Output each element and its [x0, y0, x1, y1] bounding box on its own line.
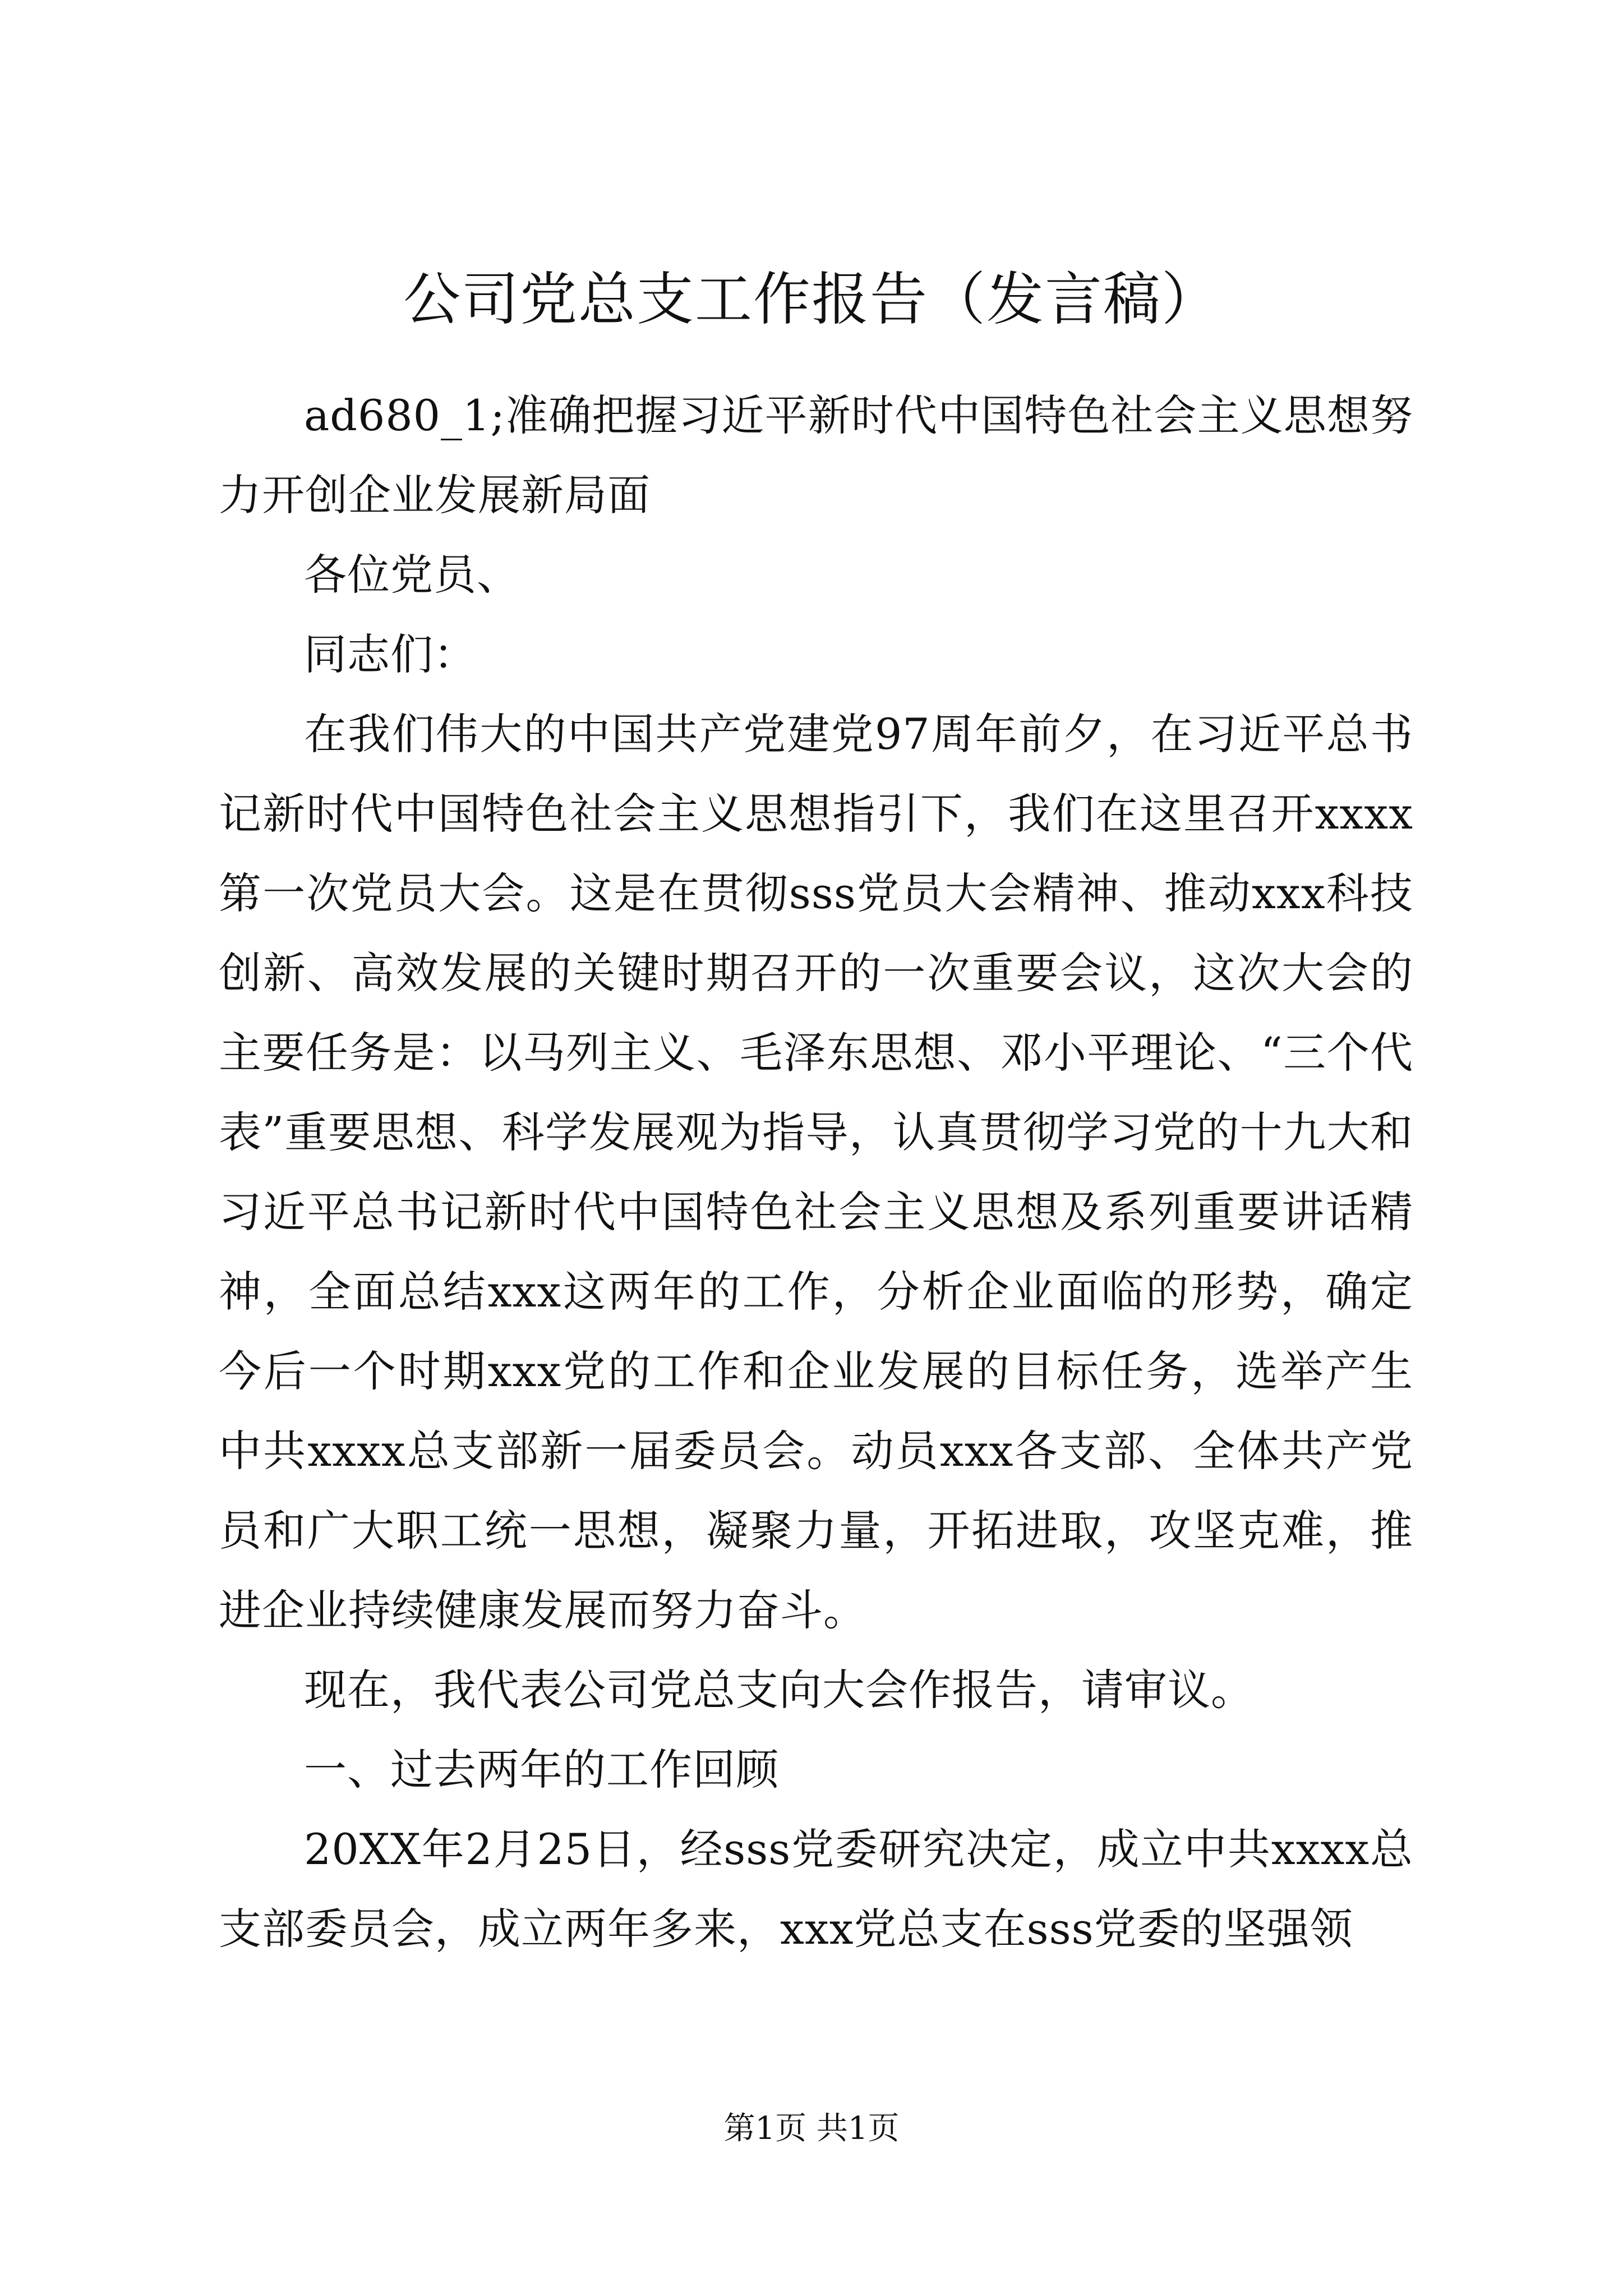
paragraph-subtitle: ad680_1;准确把握习近平新时代中国特色社会主义思想努力开创企业发展新局面	[219, 390, 1413, 520]
document-title: 公司党总支工作报告（发言稿）	[403, 266, 1220, 333]
paragraph-salutation-comrades: 同志们：	[304, 629, 477, 679]
paragraph-report-statement: 现在，我代表公司党总支向大会作报告，请审议。	[304, 1665, 1254, 1715]
document-body	[219, 376, 1413, 1969]
paragraph-salutation-members: 各位党员、	[304, 550, 520, 600]
section-heading: 一、过去两年的工作回顾	[304, 1745, 779, 1795]
page-footer: 第1页 共1页	[723, 2110, 900, 2147]
paragraph-review: 20XX年2月25日，经sss党委研究决定，成立中共xxxx总支部委员会，成立两年多来，xxx党总支在sss党委的坚强领	[219, 1824, 1413, 1954]
paragraph-introduction: 在我们伟大的中国共产党建党97周年前夕，在习近平总书记新时代中国特色社会主义思想指引下，我们在这里召开xxxx第一次党员大会。这是在贯彻sss党员大会精神、推动xxx科技创新、高效发展的关键时期召开的一次重要会议，这次大会的主要任务是：以马列主义、毛泽东思想、邓小平理论、“三个代表”重要思想、科学发展观为指导，认真贯彻学习党的十九大和习近平总书记新时代中国特色社会主义思想及系列重要讲话精神，全面总结xxx这两年的工作，分析企业面临的形势，确定今后一个时期xxx党的工作和企业发展的目标任务，选举产生中共xxxx总支部新一届委员会。动员xxx各支部、全体共产党员和广大职工统一思想，凝聚力量，开拓进取，攻坚克难，推进企业持续健康发展而努力奋斗。	[219, 709, 1413, 1635]
